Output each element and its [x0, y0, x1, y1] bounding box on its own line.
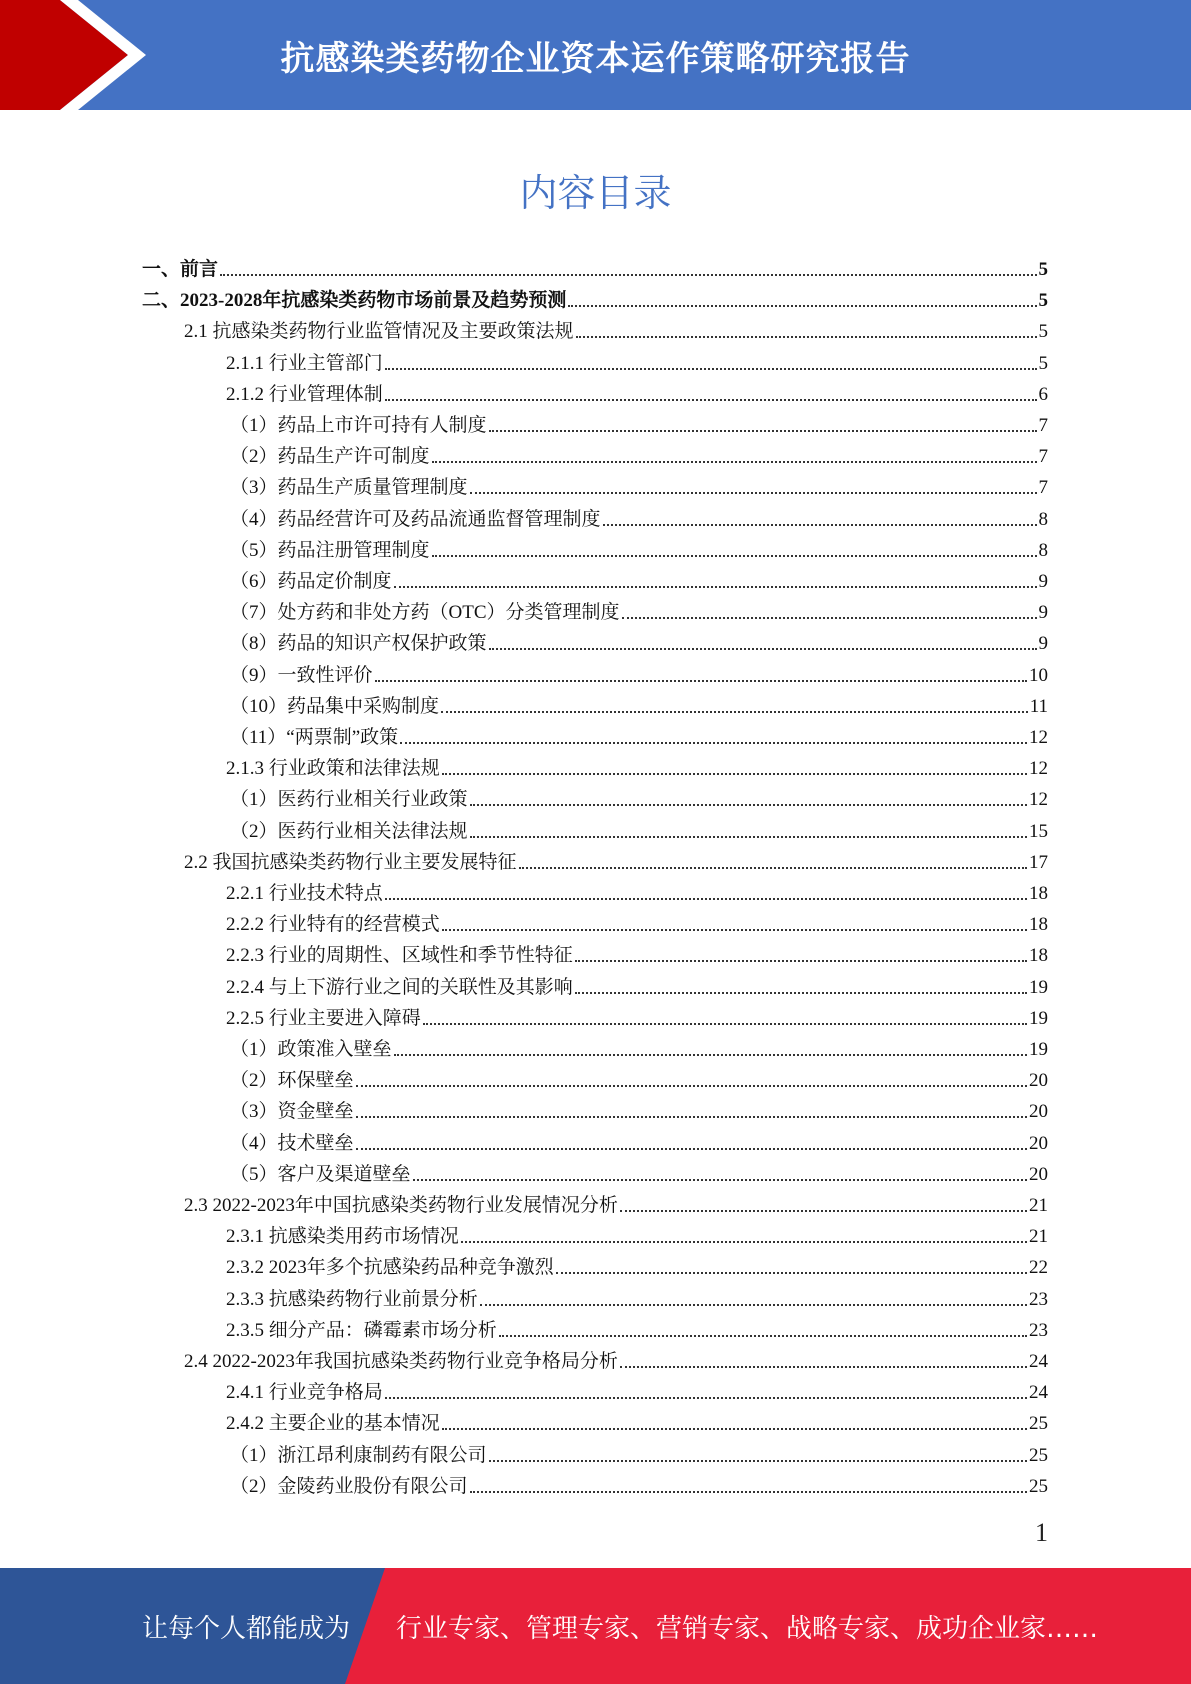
toc-entry-page: 18 — [1029, 945, 1048, 967]
toc-entry-title: 2.2.1 行业技术特点 — [226, 883, 383, 904]
toc-entry-title: （3）资金壁垒 — [230, 1101, 354, 1123]
toc-entry-title: 2.2.2 行业特有的经营模式 — [226, 914, 440, 936]
toc-entry[interactable] — [230, 566, 1048, 597]
toc-leader-dots — [385, 1396, 1027, 1399]
toc-entry-title: 2.3.2 2023年多个抗感染药品种竞争激烈 — [226, 1257, 554, 1279]
toc-entry-title: （1）政策准入壁垒 — [230, 1039, 392, 1060]
toc-entry-page: 18 — [1029, 914, 1048, 936]
toc-leader-dots — [400, 741, 1027, 744]
toc-entry[interactable] — [230, 1471, 1048, 1502]
toc-entry[interactable] — [142, 254, 1048, 285]
toc-leader-dots — [220, 273, 1036, 276]
toc-entry-title: （2）金陵药业股份有限公司 — [230, 1475, 468, 1497]
toc-leader-dots — [470, 835, 1027, 838]
toc-entry-title: 2.4 2022-2023年我国抗感染类药物行业竞争格局分析 — [184, 1351, 618, 1372]
toc-entry[interactable] — [184, 316, 1048, 347]
toc-entry-page: 7 — [1038, 477, 1048, 499]
toc-entry[interactable] — [230, 660, 1048, 691]
toc-entry-title: （1）医药行业相关行业政策 — [230, 789, 468, 811]
toc-entry[interactable] — [184, 1346, 1048, 1377]
toc-entry[interactable] — [226, 1003, 1048, 1034]
toc-entry-title: 2.2.3 行业的周期性、区域性和季节性特征 — [226, 945, 573, 967]
toc-entry-title: 2.3 2022-2023年中国抗感染类药物行业发展情况分析 — [184, 1195, 618, 1216]
toc-entry-page: 24 — [1029, 1351, 1048, 1372]
toc-leader-dots — [489, 647, 1037, 650]
toc-entry-title: 2.3.1 抗感染类用药市场情况 — [226, 1226, 459, 1248]
toc-entry-title: （11）“两票制”政策 — [230, 727, 399, 748]
toc-entry-title: 2.2.5 行业主要进入障碍 — [226, 1007, 421, 1029]
toc-entry[interactable] — [230, 691, 1048, 722]
toc-leader-dots — [622, 616, 1037, 619]
toc-entry[interactable] — [230, 1128, 1048, 1159]
toc-entry[interactable] — [230, 597, 1048, 628]
toc-entry[interactable] — [226, 1284, 1048, 1315]
toc-entry-title: （10）药品集中采购制度 — [230, 695, 440, 717]
toc-entry-page: 9 — [1038, 571, 1048, 592]
toc-entry-page: 12 — [1029, 727, 1048, 748]
toc-entry-title: 2.2 我国抗感染类药物行业主要发展特征 — [184, 851, 517, 873]
toc-entry-title: 2.2.4 与上下游行业之间的关联性及其影响 — [226, 976, 573, 998]
toc-entry-page: 19 — [1029, 1007, 1048, 1029]
toc-entry[interactable] — [230, 1034, 1048, 1065]
toc-entry-title: （5）药品注册管理制度 — [230, 539, 430, 561]
page-header — [0, 0, 1191, 110]
toc-entry-title: （2）环保壁垒 — [230, 1070, 354, 1092]
toc-entry-page: 15 — [1029, 820, 1048, 842]
toc-leader-dots — [519, 866, 1027, 869]
toc-entry-title: 2.1.1 行业主管部门 — [226, 352, 383, 374]
toc-entry[interactable] — [230, 1159, 1048, 1190]
toc-entry-page: 23 — [1029, 1319, 1048, 1341]
toc-entry-title: 2.4.2 主要企业的基本情况 — [226, 1413, 440, 1435]
toc-entry-page: 7 — [1038, 415, 1048, 436]
footer-slogan-left: 让每个人都能成为 — [142, 1613, 351, 1644]
toc-entry-title: 一、前言 — [142, 259, 219, 280]
toc-entry[interactable] — [226, 1252, 1048, 1283]
toc-entry-title: 2.3.3 抗感染药物行业前景分析 — [226, 1288, 478, 1310]
toc-entry-page: 25 — [1029, 1444, 1048, 1466]
toc-entry-page: 25 — [1029, 1475, 1048, 1497]
toc-entry-page: 23 — [1029, 1288, 1048, 1310]
toc-entry-page: 20 — [1029, 1163, 1048, 1185]
toc-entry-page: 19 — [1029, 1039, 1048, 1060]
toc-entry[interactable] — [226, 909, 1048, 940]
toc-entry-page: 6 — [1038, 383, 1048, 405]
toc-leader-dots — [480, 1303, 1027, 1306]
toc-entry[interactable] — [230, 535, 1048, 566]
toc-entry-title: （2）医药行业相关法律法规 — [230, 820, 468, 842]
toc-leader-dots — [413, 1178, 1027, 1181]
toc-entry-title: 2.4.1 行业竞争格局 — [226, 1382, 383, 1404]
toc-leader-dots — [576, 335, 1037, 338]
toc-entry-title: （4）药品经营许可及药品流通监督管理制度 — [230, 508, 601, 530]
toc-entry[interactable] — [230, 784, 1048, 815]
toc-entry-page: 17 — [1029, 851, 1048, 873]
toc-entry-page: 5 — [1038, 290, 1048, 312]
toc-entry-title: 二、2023-2028年抗感染类药物市场前景及趋势预测 — [142, 290, 567, 312]
toc-entry-page: 8 — [1038, 508, 1048, 530]
toc-entry-page: 7 — [1038, 446, 1048, 468]
toc-leader-dots — [470, 803, 1027, 806]
toc-entry-title: 2.1.2 行业管理体制 — [226, 383, 383, 405]
toc-entry-title: （2）药品生产许可制度 — [230, 446, 430, 468]
toc-leader-dots — [385, 398, 1037, 401]
toc-leader-dots — [489, 1459, 1027, 1462]
toc-entry[interactable] — [226, 878, 1048, 909]
toc-entry-title: （1）浙江昂利康制药有限公司 — [230, 1444, 487, 1466]
page-footer — [0, 1568, 1191, 1684]
toc-entry[interactable] — [226, 753, 1048, 784]
toc-entry[interactable] — [230, 1440, 1048, 1471]
toc-entry-title: （5）客户及渠道壁垒 — [230, 1163, 411, 1185]
toc-entry[interactable] — [184, 847, 1048, 878]
toc-entry-page: 21 — [1029, 1226, 1048, 1248]
toc-leader-dots — [356, 1115, 1027, 1118]
toc-leader-dots — [423, 1022, 1027, 1025]
toc-leader-dots — [441, 710, 1028, 713]
toc-entry-title: （7）处方药和非处方药（OTC）分类管理制度 — [230, 602, 620, 624]
toc-entry[interactable] — [230, 722, 1048, 753]
toc-leader-dots — [432, 554, 1037, 557]
toc-entry[interactable] — [226, 972, 1048, 1003]
toc-leader-dots — [575, 991, 1027, 994]
toc-leader-dots — [356, 1147, 1027, 1150]
toc-leader-dots — [385, 367, 1037, 370]
toc-leader-dots — [461, 1240, 1027, 1243]
toc-entry[interactable] — [142, 285, 1048, 316]
toc-entry[interactable] — [230, 1065, 1048, 1096]
toc-leader-dots — [499, 1334, 1027, 1337]
toc-leader-dots — [568, 304, 1036, 307]
toc-leader-dots — [442, 772, 1027, 775]
toc-leader-dots — [556, 1271, 1027, 1274]
toc-entry[interactable] — [226, 940, 1048, 971]
toc-entry[interactable] — [230, 628, 1048, 659]
chevron-arrow-icon — [0, 0, 150, 110]
toc-leader-dots — [442, 928, 1027, 931]
toc-entry[interactable] — [226, 1408, 1048, 1439]
toc-entry-page: 5 — [1038, 352, 1048, 374]
toc-entry-page: 19 — [1029, 976, 1048, 998]
toc-entry[interactable] — [226, 1377, 1048, 1408]
toc-leader-dots — [394, 1053, 1027, 1056]
toc-entry-title: （4）技术壁垒 — [230, 1132, 354, 1154]
toc-entry-page: 24 — [1029, 1382, 1048, 1404]
toc-leader-dots — [385, 897, 1027, 900]
toc-leader-dots — [356, 1084, 1027, 1087]
toc-leader-dots — [603, 523, 1037, 526]
toc-entry-page: 25 — [1029, 1413, 1048, 1435]
toc-entry-page: 5 — [1038, 321, 1048, 343]
toc-entry[interactable] — [230, 410, 1048, 441]
toc-entry-page: 8 — [1038, 539, 1048, 561]
toc-leader-dots — [470, 491, 1037, 494]
toc-entry-page: 9 — [1038, 602, 1048, 624]
toc-entry-title: （9）一致性评价 — [230, 664, 373, 686]
toc-entry[interactable] — [226, 379, 1048, 410]
toc-leader-dots — [620, 1209, 1027, 1212]
toc-leader-dots — [620, 1365, 1027, 1368]
toc-leader-dots — [375, 679, 1027, 682]
toc-entry-page: 12 — [1029, 789, 1048, 811]
toc-leader-dots — [442, 1427, 1027, 1430]
toc-entry[interactable] — [230, 504, 1048, 535]
toc-entry-page: 5 — [1038, 259, 1048, 280]
toc-entry-title: （8）药品的知识产权保护政策 — [230, 633, 487, 655]
page-number: 1 — [1035, 1518, 1048, 1547]
toc-entry-page: 18 — [1029, 883, 1048, 904]
toc-entry[interactable] — [230, 441, 1048, 472]
toc-entry-page: 22 — [1029, 1257, 1048, 1279]
toc-leader-dots — [394, 585, 1037, 588]
toc-entry-page: 21 — [1029, 1195, 1048, 1216]
toc-leader-dots — [489, 429, 1037, 432]
toc-entry-title: 2.1 抗感染类药物行业监管情况及主要政策法规 — [184, 321, 574, 343]
toc-entry[interactable] — [226, 1221, 1048, 1252]
toc-entry-title: （6）药品定价制度 — [230, 571, 392, 592]
toc-leader-dots — [470, 1490, 1027, 1493]
toc-entry-page: 20 — [1029, 1132, 1048, 1154]
toc-leader-dots — [575, 959, 1027, 962]
report-title: 抗感染类药物企业资本运作策略研究报告 — [280, 38, 911, 79]
toc-entry-title: 2.3.5 细分产品：磷霉素市场分析 — [226, 1319, 497, 1341]
toc-entry-page: 12 — [1029, 758, 1048, 780]
toc-entry-page: 20 — [1029, 1101, 1048, 1123]
toc-entry-page: 9 — [1038, 633, 1048, 655]
toc-entry[interactable] — [226, 348, 1048, 379]
toc-entry-page: 20 — [1029, 1070, 1048, 1092]
toc-entry-title: （1）药品上市许可持有人制度 — [230, 415, 487, 436]
toc-entry-page: 11 — [1029, 695, 1048, 717]
toc-entry-title: （3）药品生产质量管理制度 — [230, 477, 468, 499]
toc-entry-page: 10 — [1029, 664, 1048, 686]
toc-entry[interactable] — [230, 1096, 1048, 1127]
toc-entry[interactable] — [226, 1315, 1048, 1346]
toc-entry[interactable] — [230, 472, 1048, 503]
toc-entry[interactable] — [184, 1190, 1048, 1221]
footer-slogan-right: 行业专家、管理专家、营销专家、战略专家、成功企业家…… — [396, 1613, 1099, 1644]
toc-entry[interactable] — [230, 816, 1048, 847]
toc-heading: 内容目录 — [519, 171, 672, 215]
toc-entry-title: 2.1.3 行业政策和法律法规 — [226, 758, 440, 780]
toc-leader-dots — [432, 460, 1037, 463]
